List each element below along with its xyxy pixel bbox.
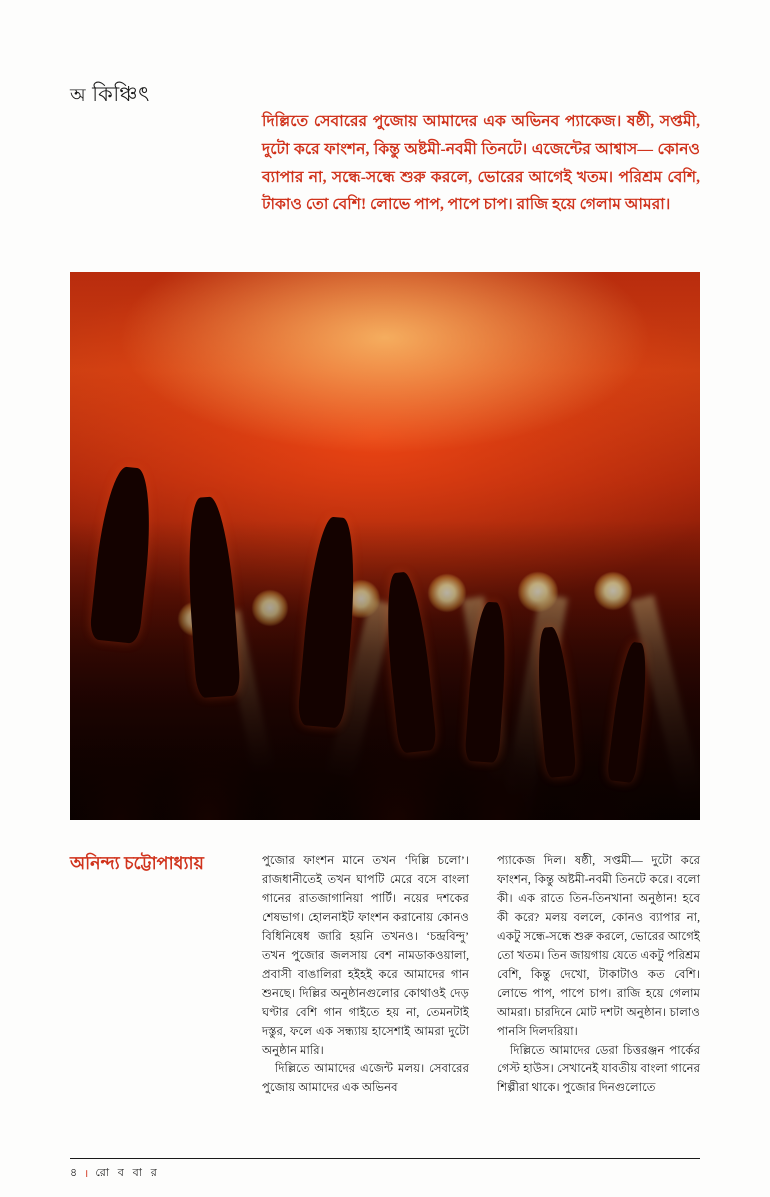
- publication-name: রো ব বা র: [95, 1167, 160, 1179]
- article-photo: [70, 272, 700, 820]
- page-kicker: [70, 78, 150, 113]
- standfirst-text: দিল্লিতে সেবারের পুজোয় আমাদের এক অভিনব প্যাকেজ। ষষ্ঠী, সপ্তমী, দুটো করে ফাংশন, কিন্তু অষ্টমী-নবমী তিনটে। এজেন্টের আশ্বাস— কোনও ব্যাপার না, সন্ধে-সন্ধে শুরু করলে, ভোরের আগেই খতম। পরিশ্রম বেশি, টাকাও তো বেশি! লোভে পাপ, পাপে চাপ। রাজি হয়ে গেলাম আমরা।: [262, 113, 700, 214]
- author-byline: অনিন্দ্য চট্টোপাধ্যায়: [70, 853, 204, 873]
- footer-separator: ।: [84, 1168, 89, 1180]
- body-paragraph: দিল্লিতে আমাদের এজেন্ট মলয়। সেবারের পুজোয় আমাদের এক অভিনব: [262, 1062, 469, 1095]
- body-paragraph: পুজোর ফাংশন মানে তখন ‘দিল্লি চলো’। রাজধানীতেই তখন ঘাপটি মেরে বসে বাংলা গানের রাতজাগানিয়া পার্টি। নয়ের দশকের শেষভাগ। হোলনাইট ফাংশন করানোয় কোনও বিধিনিষেধ জারি হয়নি তখনও। ‘চন্দ্রবিন্দু’ তখন পুজোর জলসায় বেশ নামডাকওয়ালা, প্রবাসী বাঙালিরা হইহই করে আমাদের গান শুনছে। দিল্লির অনুষ্ঠানগুলোর কোথাওই দেড় ঘণ্টার বেশি গান গাইতে হয় না, তেমনটাই দস্তুর, ফলে এক সন্ধ্যায় হাসেশাই আমরা দুটো অনুষ্ঠান মারি।: [262, 854, 469, 1057]
- body-column-2: [497, 852, 700, 1098]
- kicker-small-word: অ: [70, 85, 87, 105]
- crowd-silhouette: [70, 520, 700, 820]
- body-paragraph: প্যাকেজ দিল। ষষ্ঠী, সপ্তমী— দুটো করে ফাংশন, কিন্তু অষ্টমী-নবমী তিনটে করে। বলো কী। এক রাতে তিন-তিনখানা অনুষ্ঠান! হবে কী করে? মলয় বললে, কোনও ব্যাপার না, একটু সন্ধে-সন্ধে শুরু করলে, ভোরের আগেই তো খতম। তিন জায়গায় যেতে একটু পরিশ্রম বেশি, কিন্তু দেখো, টাকাটাও কত বেশি। লোভে পাপ, পাপে চাপ। রাজি হয়ে গেলাম আমরা। চারদিনে মোট দশটা অনুষ্ঠান। চালাও পানসি দিলদরিয়া।: [497, 854, 700, 1038]
- body-paragraph: দিল্লিতে আমাদের ডেরা চিত্তরঞ্জন পার্কের গেস্ট হাউস। সেখানেই যাবতীয় বাংলা গানের শিল্পীরা থাকে। পুজোর দিনগুলোতে: [497, 1043, 700, 1095]
- body-column-1: [262, 852, 469, 1098]
- page-footer: [70, 1158, 700, 1183]
- page-number: ৪: [70, 1167, 78, 1179]
- kicker-main-word: কিঞ্চিৎ: [92, 82, 150, 106]
